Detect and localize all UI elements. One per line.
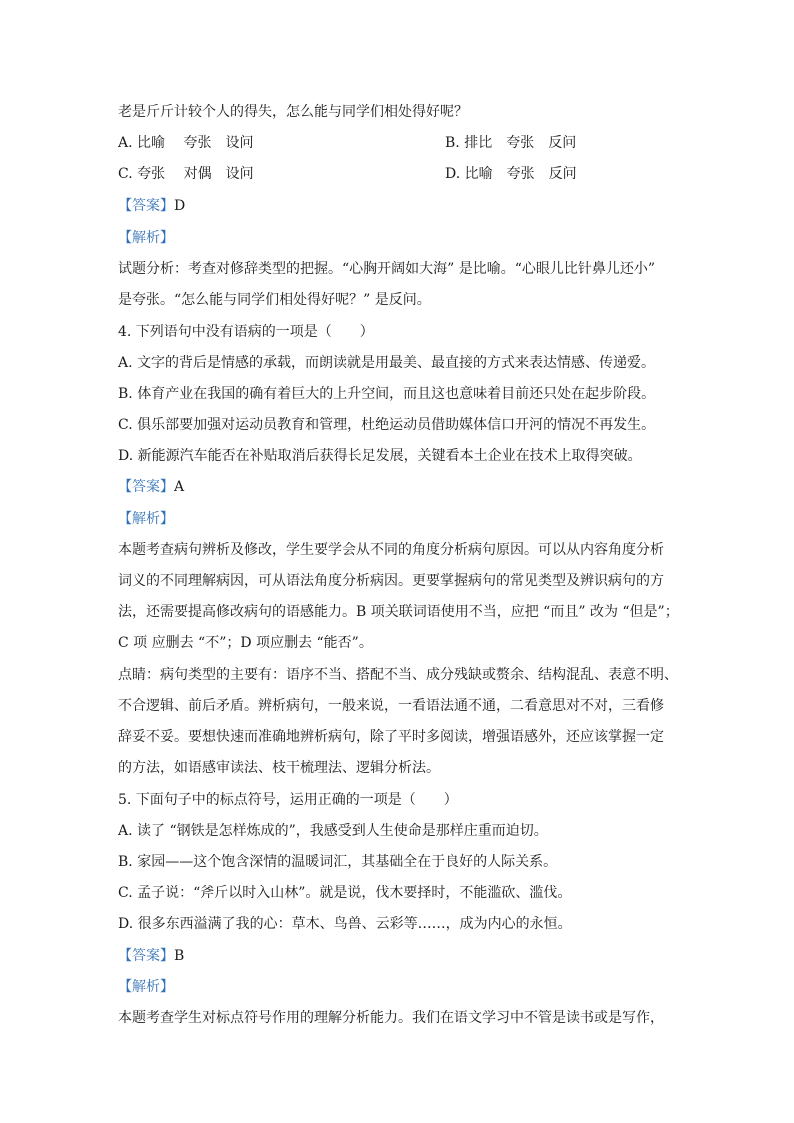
q4-tips-line: 点睛：病句类型的主要有：语序不当、搭配不当、成分残缺或赘余、结构混乱、表意不明、 xyxy=(118,667,678,683)
q4-answer-value: A xyxy=(174,479,185,495)
q4-analysis-line: 本题考查病句辨析及修改，学生要学会从不同的角度分析病句原因。可以从内容角度分析 xyxy=(118,542,664,558)
q3-option-d: D. 比喻 夸张 反问 xyxy=(445,166,577,182)
q4-option-d: D. 新能源汽车能否在补贴取消后获得长足发展，关键看本土企业在技术上取得突破。 xyxy=(118,448,642,464)
q4-analysis-line: 词义的不同理解病因，可从语法角度分析病因。更要掌握病句的常见类型及辨识病句的方 xyxy=(118,573,664,589)
q5-option-b: B. 家园——这个饱含深情的温暖词汇，其基础全在于良好的人际关系。 xyxy=(118,854,558,870)
q5-option-a: A. 读了 “钢铁是怎样炼成的”，我感受到人生使命是那样庄重而迫切。 xyxy=(118,823,548,839)
q4-analysis-line: 法，还需要提高修改病句的语感能力。B 项关联词语使用不当，应把 “而且” 改为 “但是”； xyxy=(118,604,679,620)
answer-tag: 【答案】 xyxy=(118,479,174,495)
q5-analysis-tag: 【解析】 xyxy=(118,979,174,995)
q4-tips-line: 不合逻辑、前后矛盾。辨析病句，一般来说，一看语法通不通，二看意思对不对，三看修 xyxy=(118,698,664,714)
q3-analysis-tag: 【解析】 xyxy=(118,230,174,246)
q4-option-c: C. 俱乐部要加强对运动员教育和管理，杜绝运动员借助媒体信口开河的情况不再发生。 xyxy=(118,417,656,433)
q3-option-c: C. 夸张 对偶 设问 xyxy=(118,166,254,182)
q5-stem: 5. 下面句子中的标点符号，运用正确的一项是（ ） xyxy=(118,792,458,808)
q3-stem-tail: 老是斤斤计较个人的得失，怎么能与同学们相处得好呢？ xyxy=(118,104,468,120)
q3-option-b: B. 排比 夸张 反问 xyxy=(445,135,577,151)
q4-analysis-tag: 【解析】 xyxy=(118,511,174,527)
q3-answer-line xyxy=(118,196,185,216)
q3-answer-value: D xyxy=(174,198,186,214)
q5-option-c: C. 孟子说：“斧斤以时入山林”。就是说，伐木要择时，不能滥砍、滥伐。 xyxy=(118,885,572,901)
q4-tips-line: 辞妥不妥。要想快速而准确地辨析病句，除了平时多阅读，增强语感外，还应该掌握一定 xyxy=(118,729,664,745)
answer-tag: 【答案】 xyxy=(118,948,174,964)
q4-answer-line xyxy=(118,477,184,497)
q5-analysis-line: 本题考查学生对标点符号作用的理解分析能力。我们在语文学习中不管是读书或是写作， xyxy=(118,1010,664,1026)
q5-option-d: D. 很多东西溢满了我的心：草木、鸟兽、云彩等……，成为内心的永恒。 xyxy=(118,916,572,932)
q5-answer-value: B xyxy=(174,948,185,964)
q4-option-a: A. 文字的背后是情感的承载，而朗读就是用最美、最直接的方式来表达情感、传递爱。 xyxy=(118,355,656,371)
answer-tag: 【答案】 xyxy=(118,198,174,214)
q4-analysis-line: C 项 应删去 “不”；D 项应删去 “能否”。 xyxy=(118,635,373,651)
q4-option-b: B. 体育产业在我国的确有着巨大的上升空间，而且这也意味着目前还只处在起步阶段。 xyxy=(118,386,656,402)
q3-option-a: A. 比喻 夸张 设问 xyxy=(118,135,254,151)
q3-analysis-line: 是夸张。“怎么能与同学们相处得好呢？” 是反问。 xyxy=(118,292,431,308)
q3-analysis-line: 试题分析：考查对修辞类型的把握。“心胸开阔如大海” 是比喻。“心眼儿比针鼻儿还小” xyxy=(118,261,656,277)
q4-stem: 4. 下列语句中没有语病的一项是（ ） xyxy=(118,324,374,340)
q5-answer-line xyxy=(118,946,184,966)
q4-tips-line: 的方法，如语感审读法、枝干梳理法、逻辑分析法。 xyxy=(118,760,440,776)
